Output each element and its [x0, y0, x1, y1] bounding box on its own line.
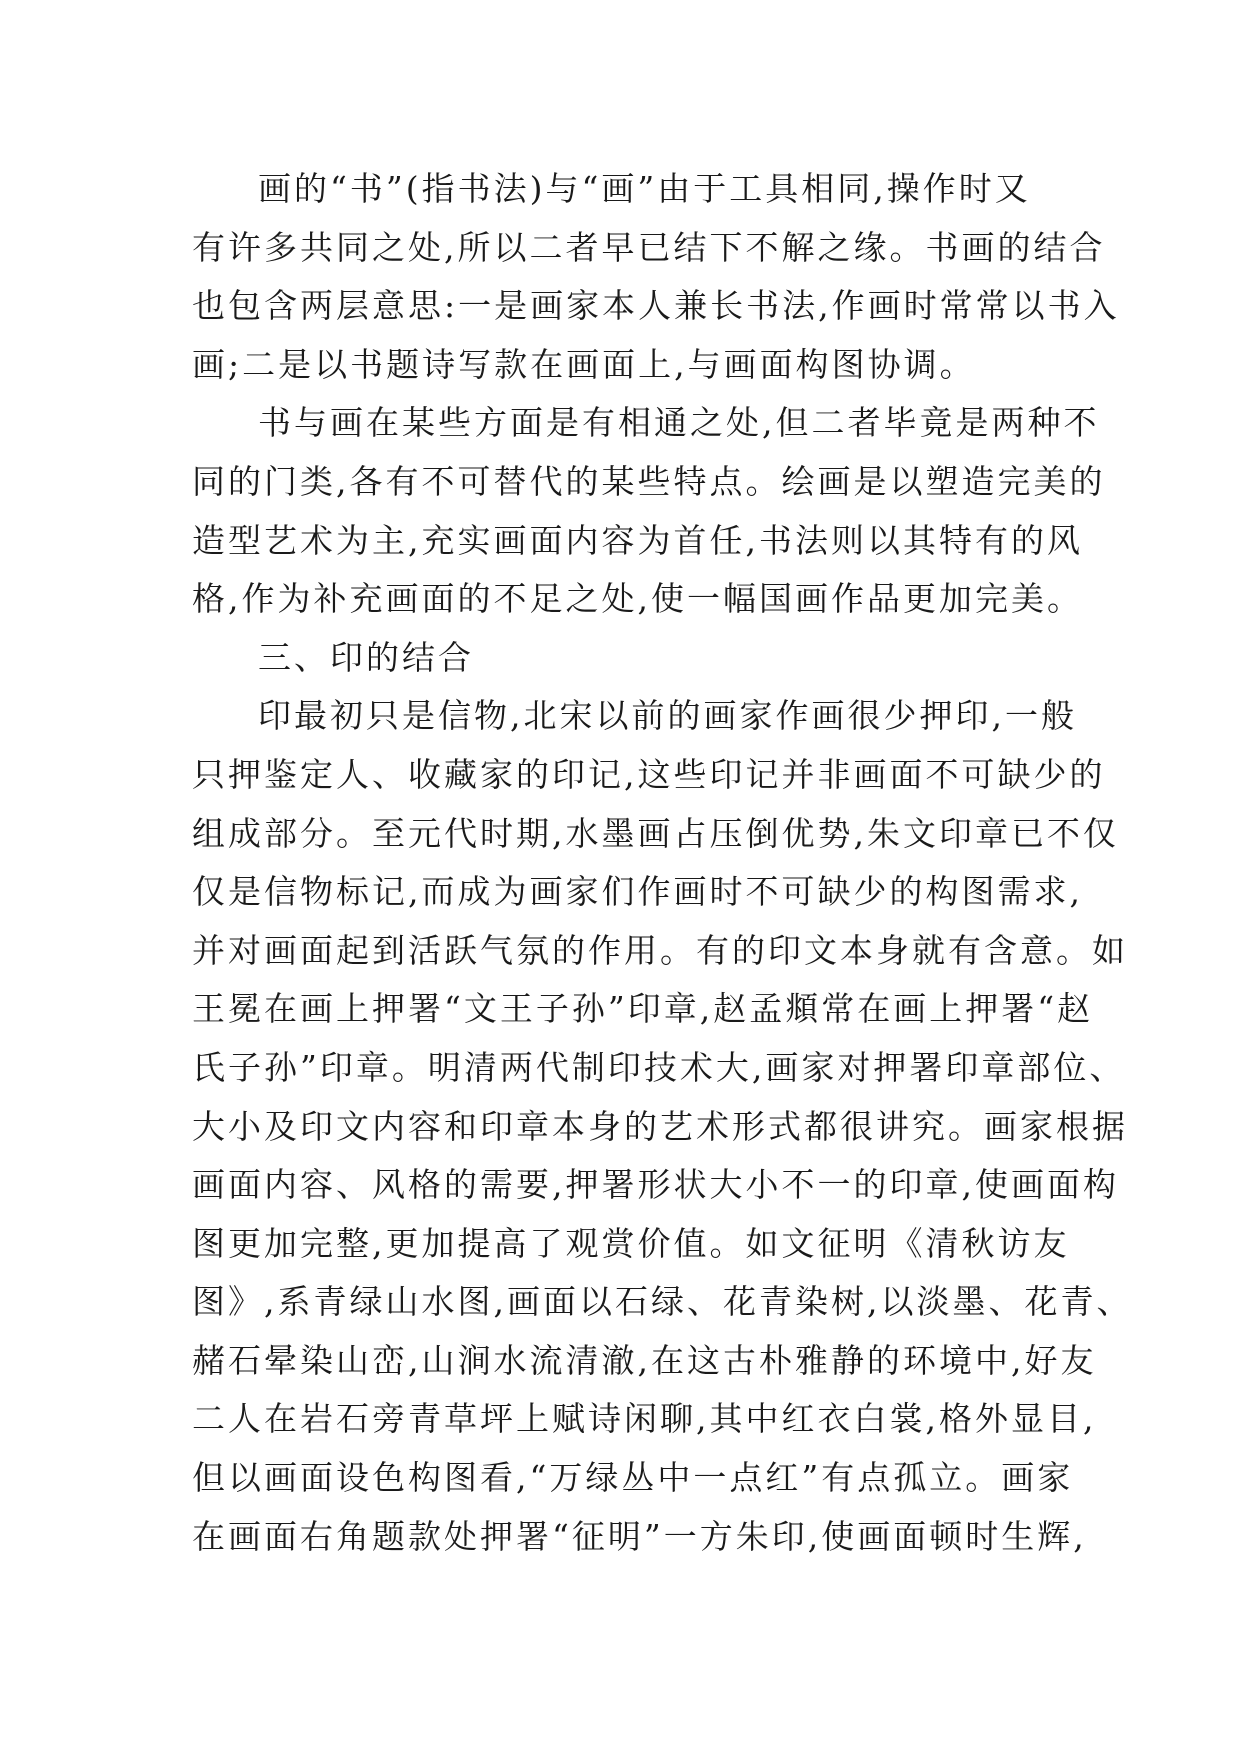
text-line: 印最初只是信物,北宋以前的画家作画很少押印,一般 [258, 696, 1077, 736]
text-line: 书与画在某些方面是有相通之处,但二者毕竟是两种不 [258, 403, 1100, 443]
text-line: 氏子孙”印章。明清两代制印技术大,画家对押署印章部位、 [192, 1047, 1126, 1087]
text-line: 只押鉴定人、收藏家的印记,这些印记并非画面不可缺少的 [192, 754, 1106, 794]
body-text [192, 160, 1133, 1566]
text-line: 赭石晕染山峦,山涧水流清澈,在这古朴雅静的环境中,好友 [192, 1340, 1097, 1380]
text-line: 仅是信物标记,而成为画家们作画时不可缺少的构图需求, [192, 872, 1083, 912]
text-line: 画;二是以书题诗写款在画面上,与画面构图协调。 [192, 344, 976, 384]
text-line: 组成部分。至元代时期,水墨画占压倒优势,朱文印章已不仅 [192, 813, 1119, 853]
text-line: 格,作为补充画面的不足之处,使一幅国画作品更加完美。 [192, 579, 1083, 619]
section-heading: 三、印的结合 [258, 637, 474, 677]
text-line: 同的门类,各有不可替代的某些特点。绘画是以塑造完美的 [192, 461, 1106, 501]
text-line: 也包含两层意思:一是画家本人兼长书法,作画时常常以书入 [192, 286, 1120, 326]
text-line: 图》,系青绿山水图,画面以石绿、花青染树,以淡墨、花青、 [192, 1282, 1133, 1322]
text-line: 王冕在画上押署“文王子孙”印章,赵孟頫常在画上押署“赵 [192, 989, 1094, 1029]
text-line: 画面内容、风格的需要,押署形状大小不一的印章,使画面构 [192, 1165, 1119, 1205]
text-line: 造型艺术为主,充实画面内容为首任,书法则以其特有的风 [192, 520, 1083, 560]
text-line: 但以画面设色构图看,“万绿丛中一点红”有点孤立。画家 [192, 1458, 1074, 1498]
text-line: 在画面右角题款处押署“征明”一方朱印,使画面顿时生辉, [192, 1516, 1087, 1556]
text-line: 有许多共同之处,所以二者早已结下不解之缘。书画的结合 [192, 227, 1106, 267]
text-line: 画的“书”(指书法)与“画”由于工具相同,操作时又 [258, 169, 1031, 208]
text-line: 并对画面起到活跃气氛的作用。有的印文本身就有含意。如 [192, 930, 1128, 970]
text-line: 图更加完整,更加提高了观赏价值。如文征明《清秋访友 [192, 1223, 1070, 1263]
text-line: 大小及印文内容和印章本身的艺术形式都很讲究。画家根据 [192, 1106, 1128, 1146]
text-line: 二人在岩石旁青草坪上赋诗闲聊,其中红衣白裳,格外显目, [192, 1399, 1097, 1439]
